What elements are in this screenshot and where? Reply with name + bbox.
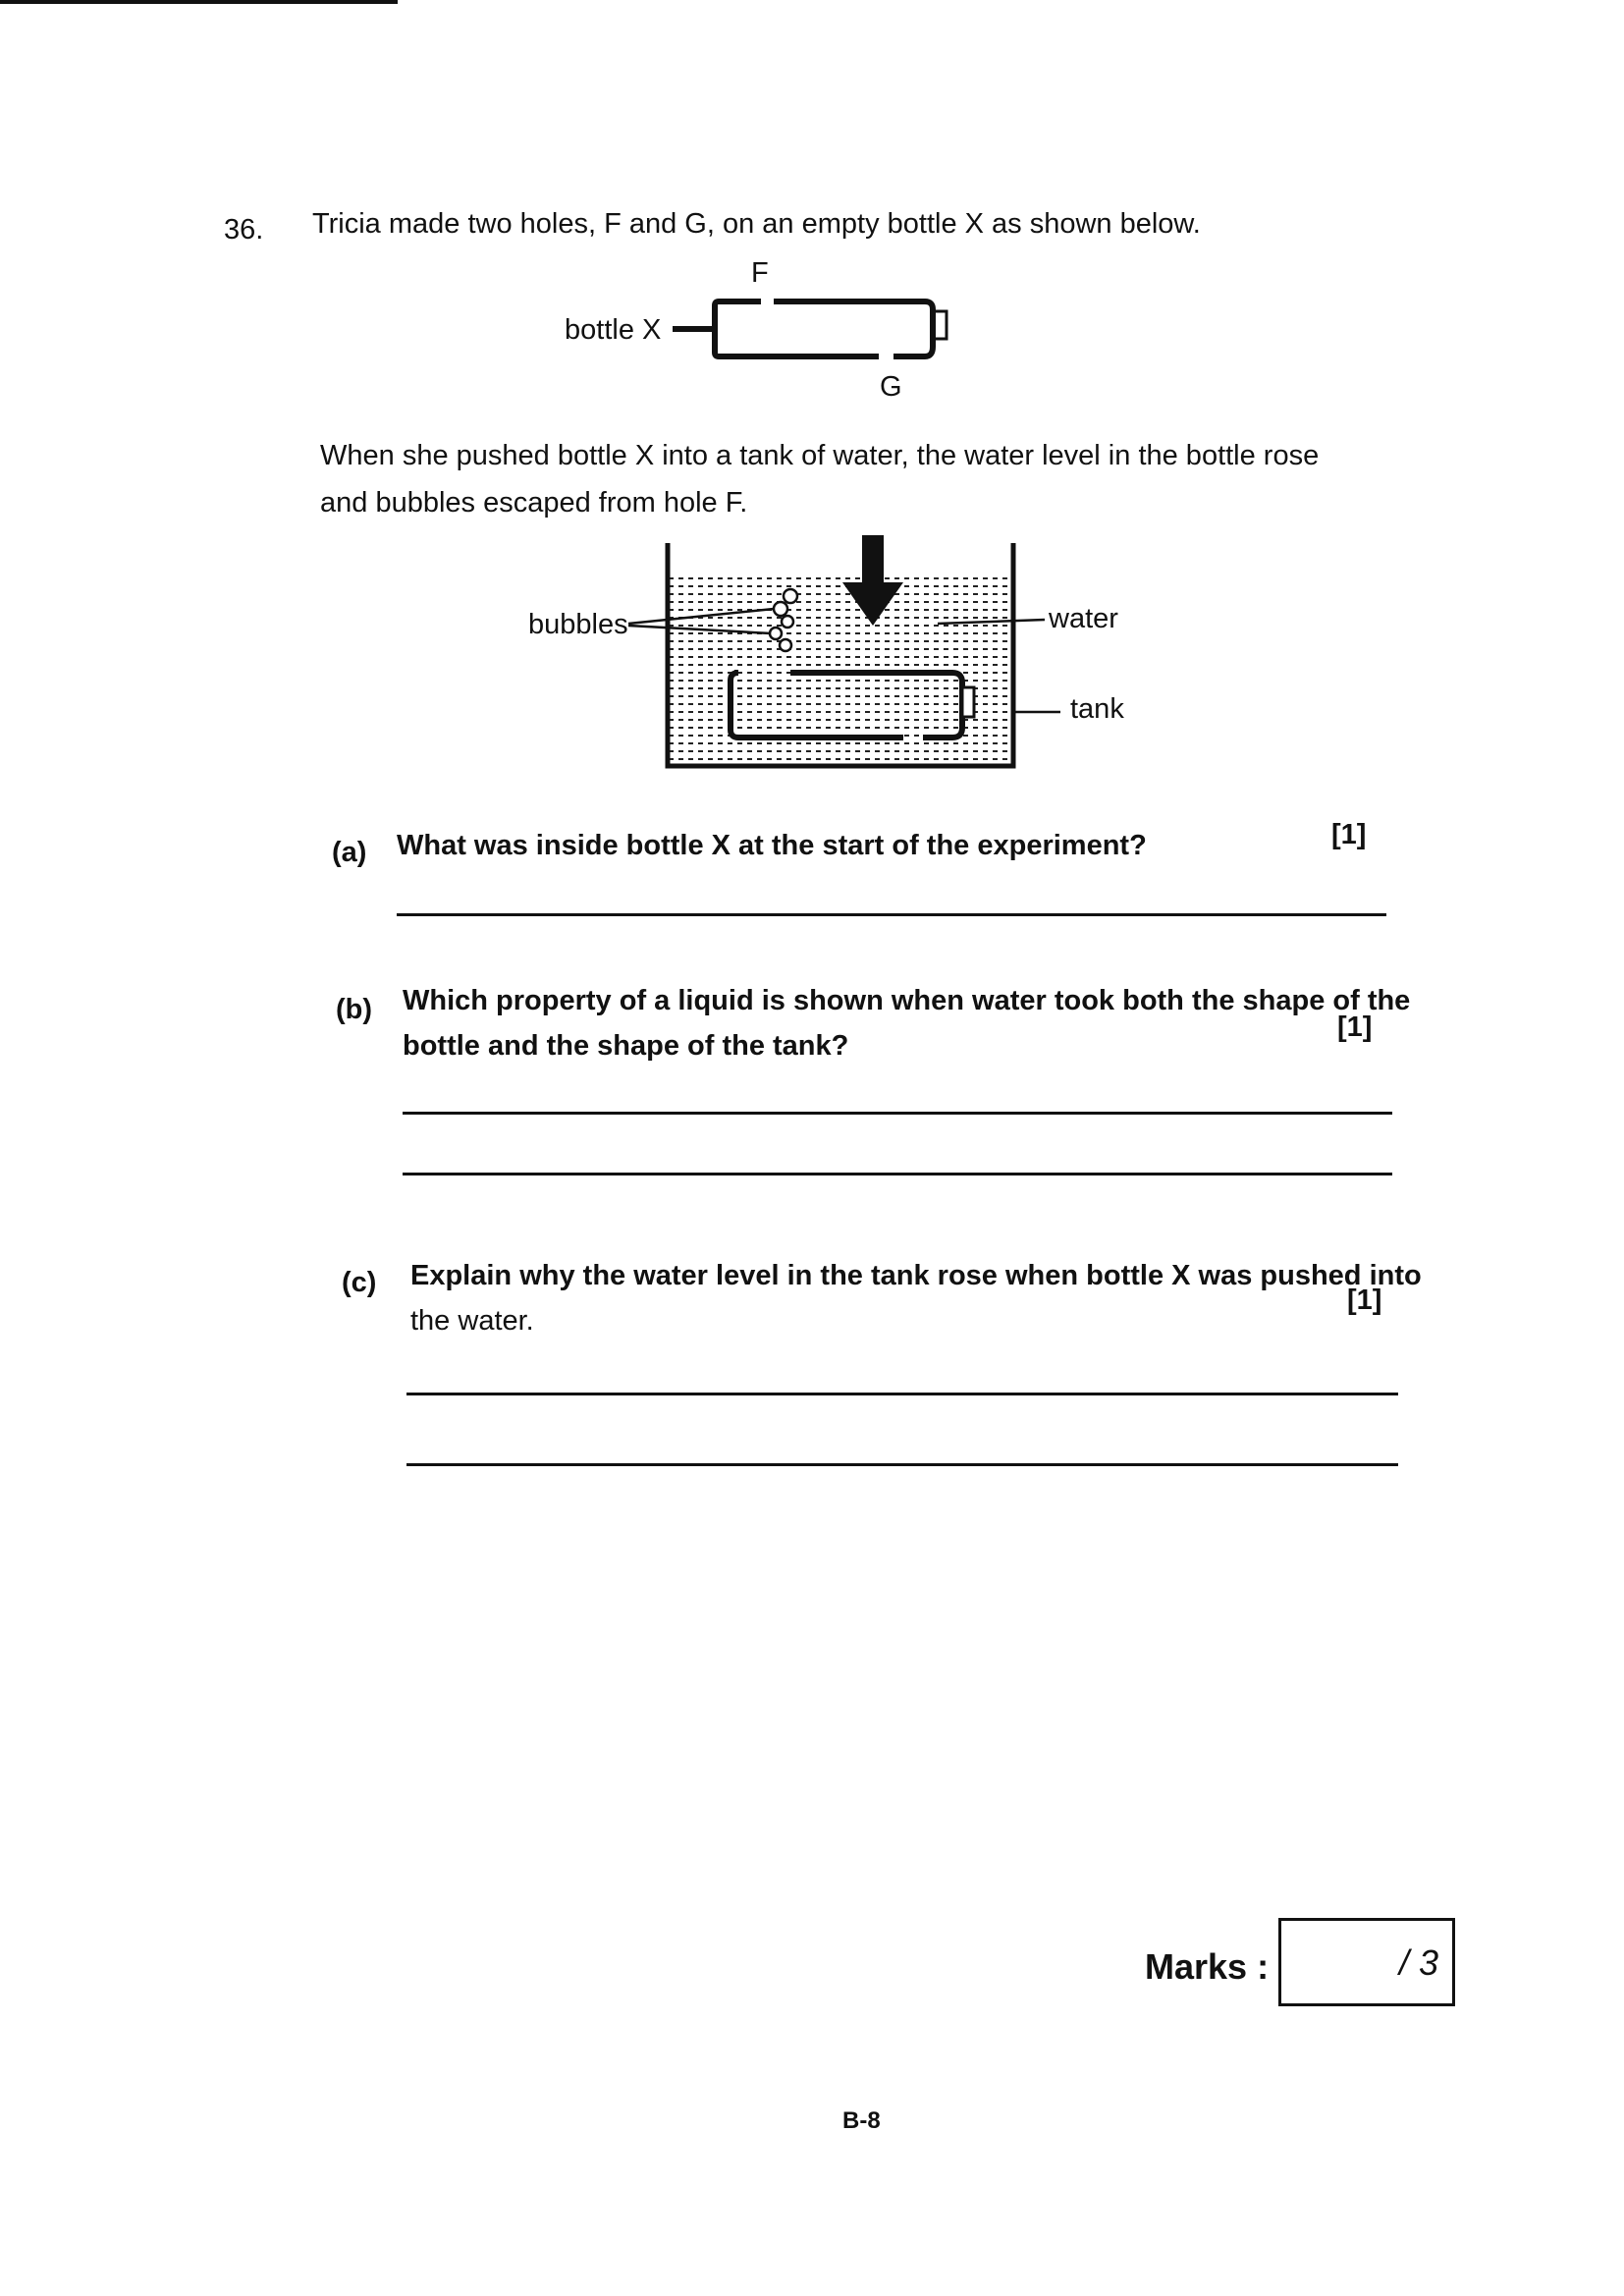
part-a-text: What was inside bottle X at the start of the experiment? [397,830,1147,861]
part-c-line-1: Explain why the water level in the tank rose when bottle X was pushed into [410,1260,1422,1291]
answer-line-a[interactable] [397,913,1386,916]
part-c-line-2: the water. [410,1305,534,1337]
label-hole-g: G [880,371,902,403]
answer-line-c-1[interactable] [406,1393,1398,1395]
part-b-line-2: bottle and the shape of the tank? [403,1030,849,1062]
part-c-marks: [1] [1347,1285,1382,1316]
answer-line-b-2[interactable] [403,1173,1392,1175]
paragraph-line-2: and bubbles escaped from hole F. [320,487,748,519]
marks-box[interactable] [1278,1918,1455,2006]
label-bottle-x: bottle X [565,314,662,346]
label-tank: tank [1070,693,1124,725]
part-a-label: (a) [332,837,367,868]
part-c-text [410,1253,1422,1343]
paragraph [320,432,1400,526]
page-number: B-8 [842,2107,881,2134]
question-number: 36. [224,214,264,246]
part-b-marks: [1] [1337,1011,1373,1043]
question-text: Tricia made two holes, F and G, on an empty bottle X as shown below. [312,208,1201,240]
marks-label: Marks : [1145,1946,1270,1987]
paragraph-line-1: When she pushed bottle X into a tank of water, the water level in the bottle rose [320,440,1320,471]
top-rule [0,0,398,4]
part-a-marks: [1] [1331,819,1367,850]
label-bubbles: bubbles [528,609,628,640]
part-b-line-1: Which property of a liquid is shown when water took both the shape of the [403,985,1411,1016]
bottle-x-diagram [668,290,982,368]
tank-diagram [628,535,1060,781]
part-b-label: (b) [336,994,373,1025]
label-hole-f: F [751,257,769,289]
part-b-text [403,978,1410,1068]
label-water: water [1049,603,1118,634]
answer-line-b-1[interactable] [403,1112,1392,1115]
answer-line-c-2[interactable] [406,1463,1398,1466]
part-c-label: (c) [342,1267,377,1298]
marks-total: / 3 [1398,1942,1438,1983]
